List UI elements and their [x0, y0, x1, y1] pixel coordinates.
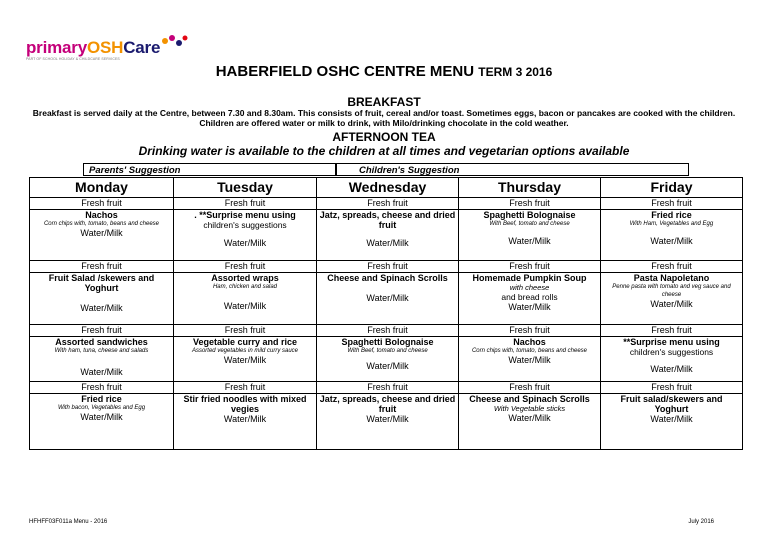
- meal-cell: [30, 394, 174, 450]
- fresh-fruit-cell: Fresh fruit: [601, 261, 743, 273]
- meal-description: Corn chips with, tomato, beans and cheese: [471, 348, 588, 354]
- meal-description: Ham, chicken and salad: [212, 284, 278, 290]
- meal-row: [30, 337, 743, 382]
- meal-description: Corn chips with, tomato, beans and cheese: [43, 221, 160, 227]
- day-header: Thursday: [459, 178, 601, 198]
- meal-description: With Vegetable sticks: [493, 404, 566, 413]
- meal-description: Penne pasta with tomato and veg sauce and cheese: [612, 284, 731, 298]
- meal-description: With Beef, tomato and cheese: [347, 348, 428, 354]
- meal-cell: [601, 210, 743, 261]
- logo-osh: OSH: [86, 38, 124, 57]
- parents-suggestion-box: [83, 163, 336, 176]
- meal-drink: Water/Milk: [80, 228, 123, 238]
- footer-date: July 2016: [688, 519, 714, 525]
- meal-description: Assorted vegetables in mild curry sauce: [191, 348, 299, 354]
- fresh-fruit-cell: Fresh fruit: [601, 198, 743, 210]
- meal-drink: Water/Milk: [80, 303, 123, 313]
- logo-tagline: PART OF SCHOOL HOLIDAY & CHILDCARE SERVICES: [26, 57, 120, 61]
- meal-cell: [174, 273, 317, 325]
- fresh-fruit-cell: Fresh fruit: [317, 198, 459, 210]
- meal-cell: [317, 273, 459, 325]
- meal-description: With bacon, Vegetables and Egg: [57, 405, 146, 411]
- children-suggestion-box: [336, 163, 689, 176]
- meal-row: [30, 210, 743, 261]
- meal-note: children's suggestions: [629, 347, 714, 357]
- day-header: Wednesday: [317, 178, 459, 198]
- fresh-fruit-cell: Fresh fruit: [174, 382, 317, 394]
- meal-title: Homemade Pumpkin Soup: [472, 273, 587, 283]
- day-header: Monday: [30, 178, 174, 198]
- fresh-fruit-cell: Fresh fruit: [174, 198, 317, 210]
- meal-title: Cheese and Spinach Scrolls: [469, 394, 590, 404]
- fresh-fruit-cell: Fresh fruit: [174, 325, 317, 337]
- meal-cell: [174, 394, 317, 450]
- breakfast-heading: BREAKFAST: [347, 95, 421, 109]
- breakfast-text: Breakfast is served daily at the Centre, between 7.30 and 8.30am. This consists of fruit, cereal and/or toast. Sometimes eggs, bacon or pancakes are cooked with the children. Children are offered water or milk to drink, with Milo/drinking chocolate in the cold weather.: [32, 108, 736, 128]
- fresh-fruit-row: [30, 261, 743, 273]
- meal-cell: [317, 210, 459, 261]
- meal-drink: Water/Milk: [366, 293, 409, 303]
- meal-title: Fruit Salad /skewers and Yoghurt: [48, 273, 155, 293]
- meal-title: Spaghetti Bolognaise: [483, 210, 576, 220]
- meal-title: Vegetable curry and rice: [192, 337, 298, 347]
- meal-row: [30, 394, 743, 450]
- fresh-fruit-cell: Fresh fruit: [317, 382, 459, 394]
- meal-title: Nachos: [513, 337, 546, 347]
- fresh-fruit-cell: Fresh fruit: [459, 382, 601, 394]
- meal-note: children's suggestions: [203, 220, 287, 230]
- fresh-fruit-cell: Fresh fruit: [601, 382, 743, 394]
- meal-drink: Water/Milk: [650, 299, 693, 309]
- meal-cell: [459, 337, 601, 382]
- meal-drink: Water/Milk: [508, 236, 551, 246]
- meal-title: . **Surprise menu using: [194, 210, 296, 220]
- fresh-fruit-cell: Fresh fruit: [459, 261, 601, 273]
- fresh-fruit-cell: Fresh fruit: [459, 198, 601, 210]
- meal-title: **Surprise menu using: [623, 337, 720, 347]
- page-title: [0, 63, 768, 80]
- children-suggestion-label: Children's Suggestion: [359, 165, 460, 176]
- meal-cell: [30, 210, 174, 261]
- meal-title: Stir fried noodles with mixed vegies: [183, 394, 307, 414]
- meal-drink: Water/Milk: [650, 364, 693, 374]
- fresh-fruit-cell: Fresh fruit: [317, 325, 459, 337]
- meal-description: With ham, tuna, cheese and salads: [54, 348, 149, 354]
- parents-suggestion-label: Parents' Suggestion: [89, 165, 181, 176]
- meal-drink: Water/Milk: [223, 238, 267, 248]
- term-label: TERM 3 2016: [478, 65, 553, 79]
- menu-title: HABERFIELD OSHC CENTRE MENU: [215, 63, 475, 80]
- logo: [26, 38, 160, 58]
- meal-drink: Water/Milk: [650, 414, 693, 424]
- fresh-fruit-cell: Fresh fruit: [317, 261, 459, 273]
- fresh-fruit-row: [30, 198, 743, 210]
- fresh-fruit-cell: Fresh fruit: [30, 325, 174, 337]
- meal-title: Fried rice: [651, 210, 692, 220]
- meal-description: With Beef, tomato and cheese: [489, 221, 570, 227]
- meal-title: Fried rice: [81, 394, 122, 404]
- meal-title: Spaghetti Bolognaise: [341, 337, 434, 347]
- fresh-fruit-cell: Fresh fruit: [174, 261, 317, 273]
- menu-table: [29, 177, 743, 450]
- meal-cell: [601, 273, 743, 325]
- logo-dots-icon: [160, 32, 190, 50]
- meal-title: Assorted sandwiches: [55, 337, 148, 347]
- meal-cell: [317, 394, 459, 450]
- day-header: Tuesday: [174, 178, 317, 198]
- meal-title: Assorted wraps: [211, 273, 279, 283]
- meal-drink: Water/Milk: [508, 355, 551, 365]
- meal-note: and bread rolls: [501, 292, 558, 302]
- meal-drink: Water/Milk: [508, 302, 551, 312]
- logo-care: Care: [123, 38, 161, 57]
- meal-title: Jatz, spreads, cheese and dried fruit: [319, 210, 456, 230]
- meal-drink: Water/Milk: [223, 414, 267, 424]
- meal-title: Pasta Napoletano: [633, 273, 710, 283]
- meal-drink: Water/Milk: [650, 236, 693, 246]
- meal-title: Fruit salad/skewers and Yoghurt: [620, 394, 723, 414]
- fresh-fruit-cell: Fresh fruit: [459, 325, 601, 337]
- meal-title: Jatz, spreads, cheese and dried fruit: [319, 394, 456, 414]
- meal-drink: Water/Milk: [366, 414, 409, 424]
- meal-description: with cheese: [509, 283, 550, 292]
- meal-title: Cheese and Spinach Scrolls: [327, 273, 448, 283]
- meal-description: With Ham, Vegetables and Egg: [629, 221, 714, 227]
- meal-cell: [459, 210, 601, 261]
- meal-cell: [601, 394, 743, 450]
- meal-drink: Water/Milk: [223, 301, 267, 311]
- meal-cell: [30, 273, 174, 325]
- fresh-fruit-row: [30, 382, 743, 394]
- day-header-row: [30, 178, 743, 198]
- meal-cell: [317, 337, 459, 382]
- fresh-fruit-cell: Fresh fruit: [30, 198, 174, 210]
- meal-cell: [459, 394, 601, 450]
- meal-drink: Water/Milk: [223, 355, 267, 365]
- meal-cell: [174, 210, 317, 261]
- meal-row: [30, 273, 743, 325]
- meal-drink: Water/Milk: [366, 361, 409, 371]
- fresh-fruit-cell: Fresh fruit: [30, 261, 174, 273]
- meal-cell: [459, 273, 601, 325]
- fresh-fruit-row: [30, 325, 743, 337]
- meal-cell: [30, 337, 174, 382]
- meal-drink: Water/Milk: [80, 412, 123, 422]
- drinking-note: Drinking water is available to the children at all times and vegetarian options available: [138, 144, 630, 158]
- afternoon-tea-heading: AFTERNOON TEA: [332, 130, 436, 144]
- meal-title: Nachos: [85, 210, 118, 220]
- fresh-fruit-cell: Fresh fruit: [30, 382, 174, 394]
- logo-primary: primary: [26, 38, 87, 57]
- meal-cell: [601, 337, 743, 382]
- footer-document-code: HFHFF03F011a Menu - 2016: [29, 519, 108, 525]
- meal-drink: Water/Milk: [366, 238, 409, 248]
- day-header: Friday: [601, 178, 743, 198]
- fresh-fruit-cell: Fresh fruit: [601, 325, 743, 337]
- meal-cell: [174, 337, 317, 382]
- meal-drink: Water/Milk: [80, 367, 123, 377]
- meal-drink: Water/Milk: [508, 413, 551, 423]
